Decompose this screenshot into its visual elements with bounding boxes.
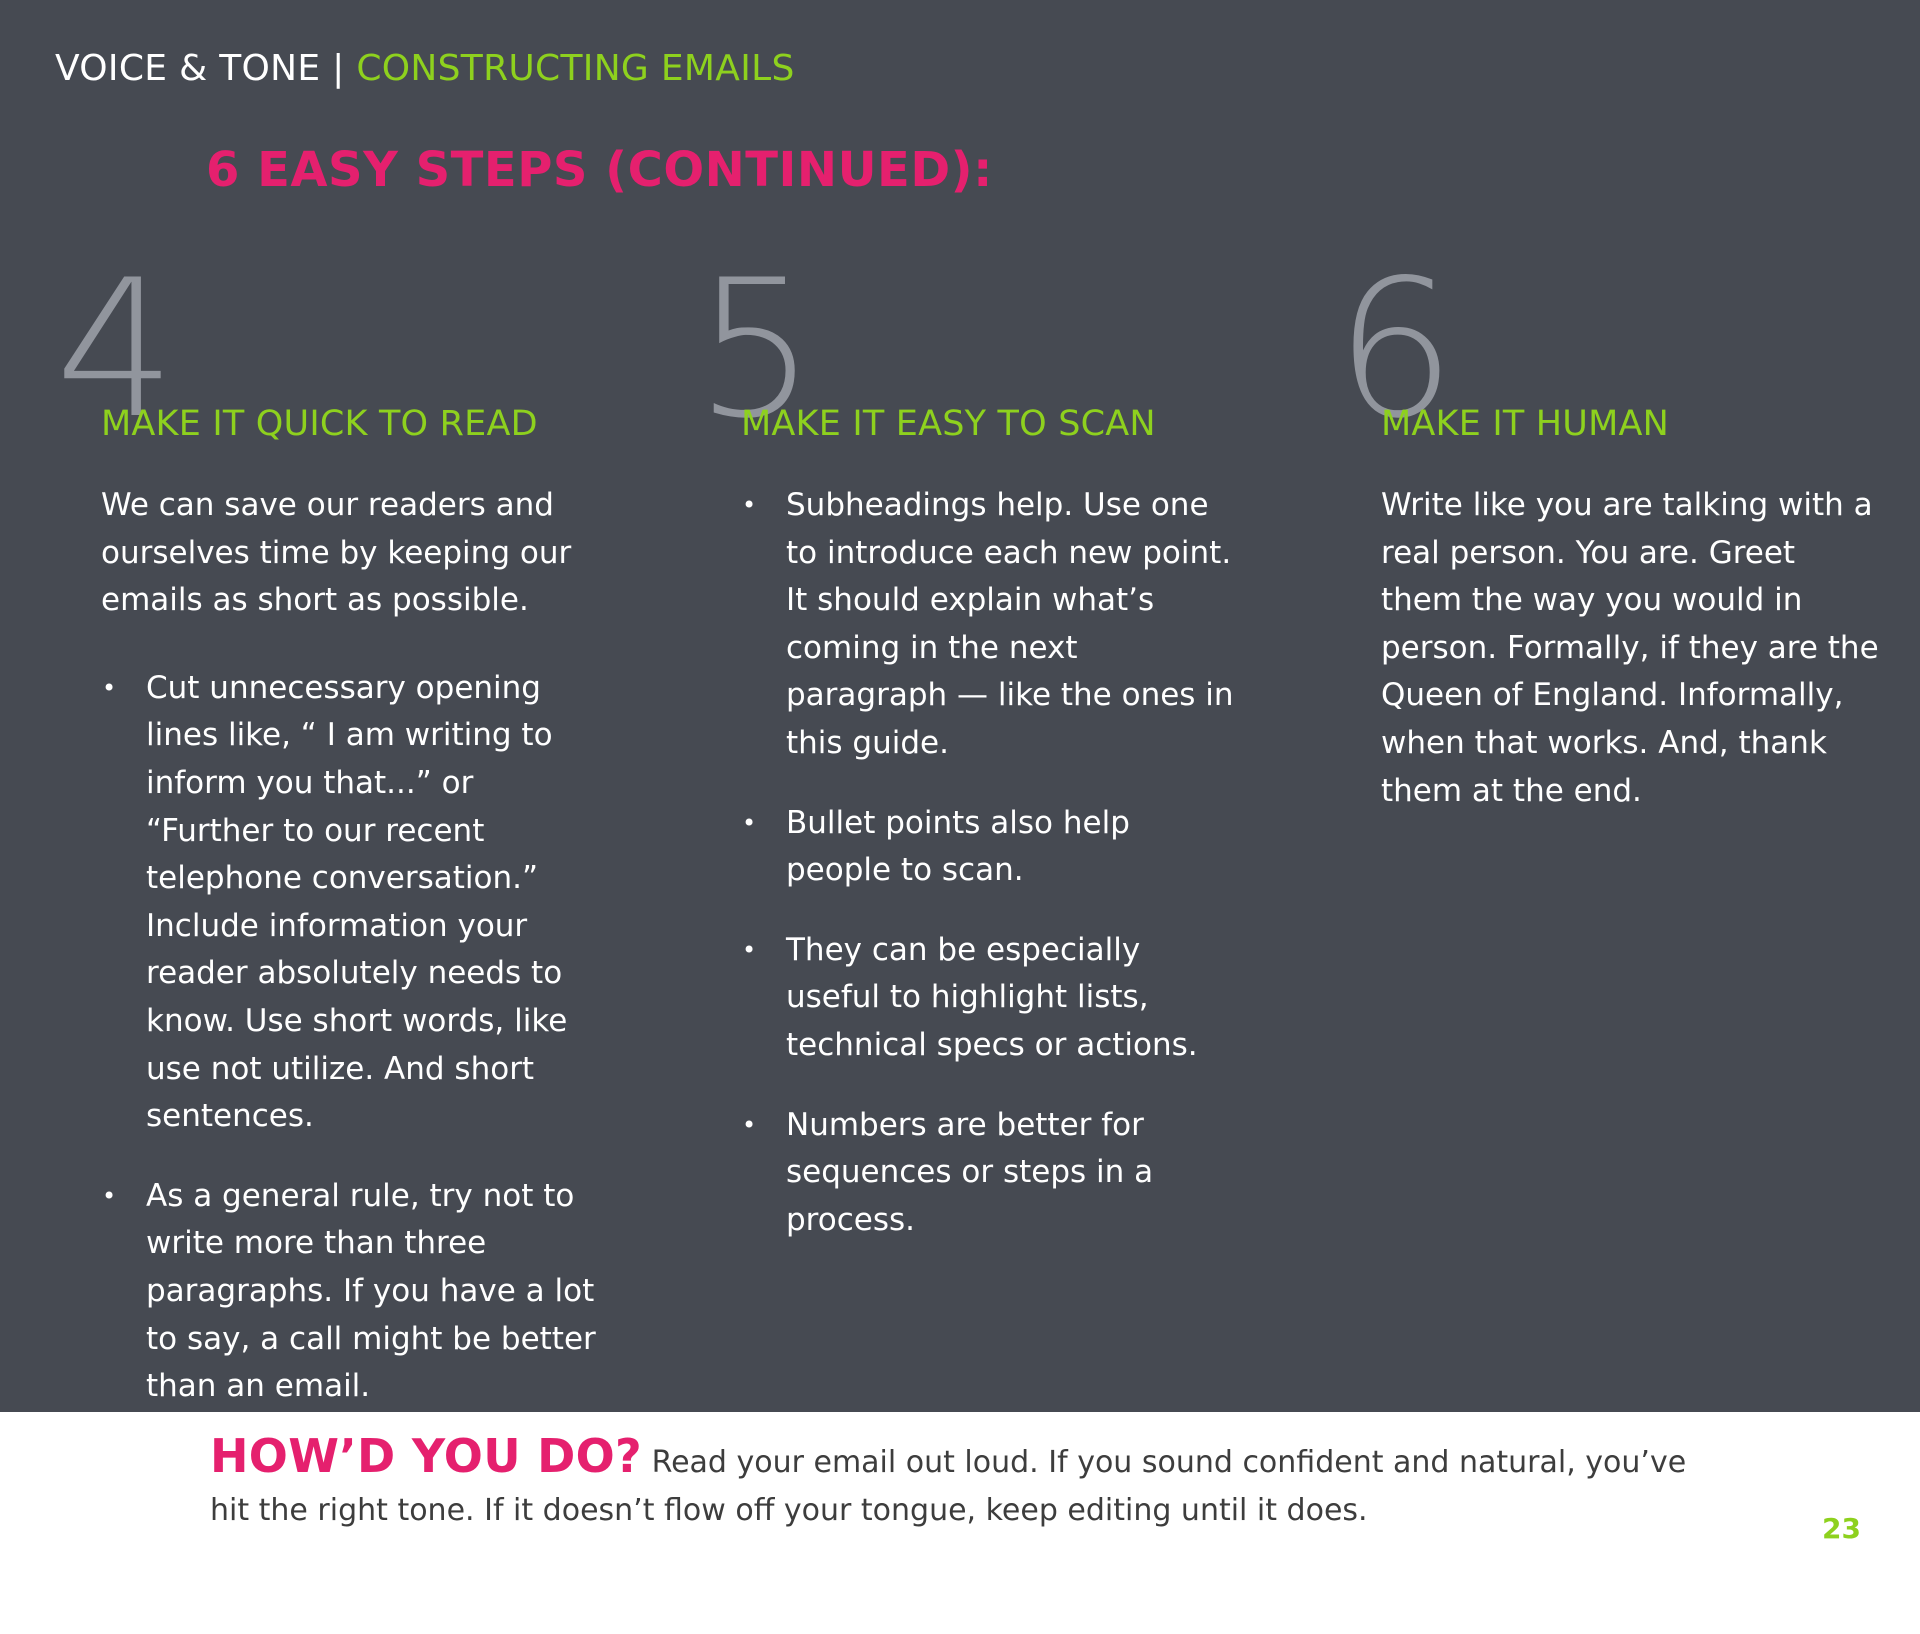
- bullet-list: [741, 482, 1241, 1244]
- header-subsection: CONSTRUCTING EMAILS: [356, 48, 795, 89]
- step-heading: MAKE IT QUICK TO READ: [101, 404, 538, 444]
- step-column-6: [1381, 404, 1881, 855]
- list-item: [741, 927, 1241, 1070]
- list-item-text: Cut unnecessary opening lines like, “ I am writing to inform you that...” or “Further to our recent telephone conversation.” Include information your reader absolutely needs to know. Use short words, like use not utilize. And short sentences.: [146, 669, 568, 1135]
- step-column-5: [741, 404, 1241, 1276]
- list-item: [101, 1173, 601, 1411]
- header-section: VOICE & TONE: [55, 48, 321, 89]
- step-column-4: [101, 404, 601, 1443]
- list-item: [101, 665, 601, 1141]
- bullet-list: [101, 665, 601, 1411]
- page-header: [55, 48, 795, 89]
- footer-heading: HOW’D YOU DO?: [210, 1429, 643, 1483]
- list-item: [741, 482, 1241, 768]
- bullet-icon: •: [742, 1110, 757, 1139]
- header-separator: |: [332, 48, 345, 89]
- list-item-text: Numbers are better for sequences or steps in a process.: [786, 1106, 1154, 1238]
- page-title: 6 EASY STEPS (CONTINUED):: [206, 142, 993, 198]
- bullet-icon: •: [102, 1181, 117, 1210]
- list-item: [741, 1102, 1241, 1245]
- step-intro: We can save our readers and ourselves time by keeping our emails as short as possible.: [101, 487, 572, 619]
- list-item: [741, 800, 1241, 895]
- bullet-icon: •: [742, 808, 757, 837]
- step-heading: MAKE IT EASY TO SCAN: [741, 404, 1156, 444]
- bullet-icon: •: [102, 673, 117, 702]
- step-heading: MAKE IT HUMAN: [1381, 404, 1670, 444]
- bullet-icon: •: [742, 935, 757, 964]
- step-intro: Write like you are talking with a real person. You are. Greet them the way you would in person. Formally, if they are the Queen of England. Informally, when that works. And, thank them at the end.: [1381, 487, 1879, 809]
- list-item-text: They can be especially useful to highlight lists, technical specs or actions.: [786, 931, 1198, 1063]
- page-number: 23: [1822, 1512, 1861, 1545]
- footer-text: Read your email out loud. If you sound confident and natural, you’ve hit the right tone. If it doesn’t flow off your tongue, keep editing until it does.: [210, 1445, 1687, 1528]
- footer-callout: [210, 1429, 1690, 1535]
- list-item-text: As a general rule, try not to write more than three paragraphs. If you have a lot to say, a call might be better than an email.: [146, 1177, 596, 1405]
- step-number-4: 4: [55, 239, 176, 460]
- list-item-text: Bullet points also help people to scan.: [786, 804, 1130, 889]
- step-number-6: 6: [1335, 239, 1456, 460]
- step-number-5: 5: [695, 239, 816, 460]
- bullet-icon: •: [742, 491, 757, 519]
- list-item-text: Subheadings help. Use one to introduce each new point. It should explain what’s coming in the next paragraph — like the ones in this guide.: [786, 487, 1234, 761]
